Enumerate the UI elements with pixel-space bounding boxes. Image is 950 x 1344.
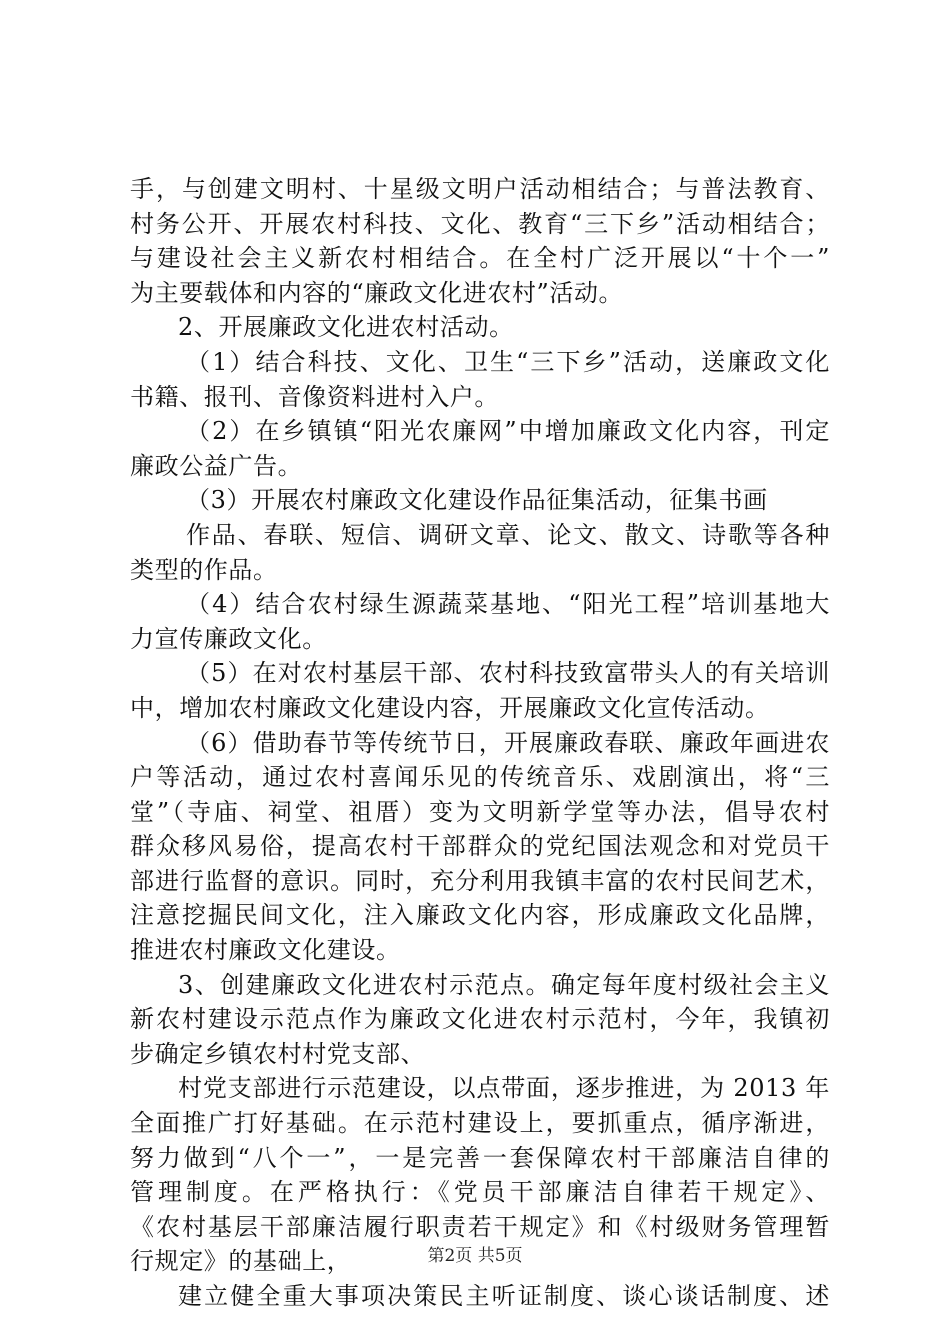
text-line: （4）结合农村绿生源蔬菜基地、“阳光工程”培训基地大 [186,590,830,619]
text-line: 部进行监督的意识。同时，充分利用我镇丰富的农村民间艺术， [130,866,830,895]
text-line: 书籍、报刊、音像资料进村入户。 [130,382,499,411]
text-line: 管理制度。在严格执行：《党员干部廉洁自律若干规定》、 [130,1178,830,1207]
text-line: 力宣传廉政文化。 [130,624,327,653]
text-line: 2、开展廉政文化进农村活动。 [178,313,514,342]
text-line: 新农村建设示范点作为廉政文化进农村示范村，今年，我镇初 [130,1005,830,1034]
text-line: 步确定乡镇农村村党支部、 [130,1039,426,1068]
text-line: （5）在对农村基层干部、农村科技致富带头人的有关培训 [186,659,830,688]
text-line: 手，与创建文明村、十星级文明户活动相结合；与普法教育、 [130,175,830,203]
text-line: （2）在乡镇镇“阳光农廉网”中增加廉政文化内容，刊定 [186,417,830,446]
text-line: 村务公开、开展农村科技、文化、教育“三下乡”活动相结合； [130,209,830,238]
text-line: 中，增加农村廉政文化建设内容，开展廉政文化宣传活动。 [130,693,770,722]
text-line: 行规定》的基础上， [130,1247,352,1276]
text-line: 户等活动，通过农村喜闻乐见的传统音乐、戏剧演出，将“三 [130,763,830,792]
text-line: 廉政公益广告。 [130,451,303,480]
text-line: 类型的作品。 [130,555,278,584]
text-line: 堂”（寺庙、祠堂、祖厝）变为文明新学堂等办法，倡导农村 [130,797,830,826]
text-line: 《农村基层干部廉洁履行职责若干规定》和《村级财务管理暂 [130,1212,830,1241]
text-line: 作品、春联、短信、调研文章、论文、散文、诗歌等各种 [186,520,830,549]
text-line: 注意挖掘民间文化，注入廉政文化内容，形成廉政文化品牌， [130,901,830,930]
text-line: （6）借助春节等传统节日，开展廉政春联、廉政年画进农 [186,728,830,757]
page-footer: 第2页 共5页 [427,1246,523,1266]
document-body [130,172,830,1314]
text-line: （1）结合科技、文化、卫生“三下乡”活动，送廉政文化 [186,347,830,376]
text-line: 与建设社会主义新农村相结合。在全村广泛开展以“十个一” [130,244,830,273]
text-line: 努力做到“八个一”，一是完善一套保障农村干部廉洁自律的 [130,1143,830,1172]
text-line: （3）开展农村廉政文化建设作品征集活动，征集书画 [186,486,768,515]
text-line: 群众移风易俗，提高农村干部群众的党纪国法观念和对党员干 [130,832,830,861]
text-line: 推进农村廉政文化建设。 [130,936,401,965]
text-line: 村党支部进行示范建设，以点带面，逐步推进，为 2013 年 [178,1074,830,1103]
text-line: 为主要载体和内容的“廉政文化进农村”活动。 [130,278,624,307]
text-line: 3、创建廉政文化进农村示范点。确定每年度村级社会主义 [178,970,830,999]
text-line: 全面推广打好基础。在示范村建设上，要抓重点，循序渐进， [130,1109,830,1138]
text-line: 建立健全重大事项决策民主听证制度、谈心谈话制度、述 [178,1282,830,1310]
